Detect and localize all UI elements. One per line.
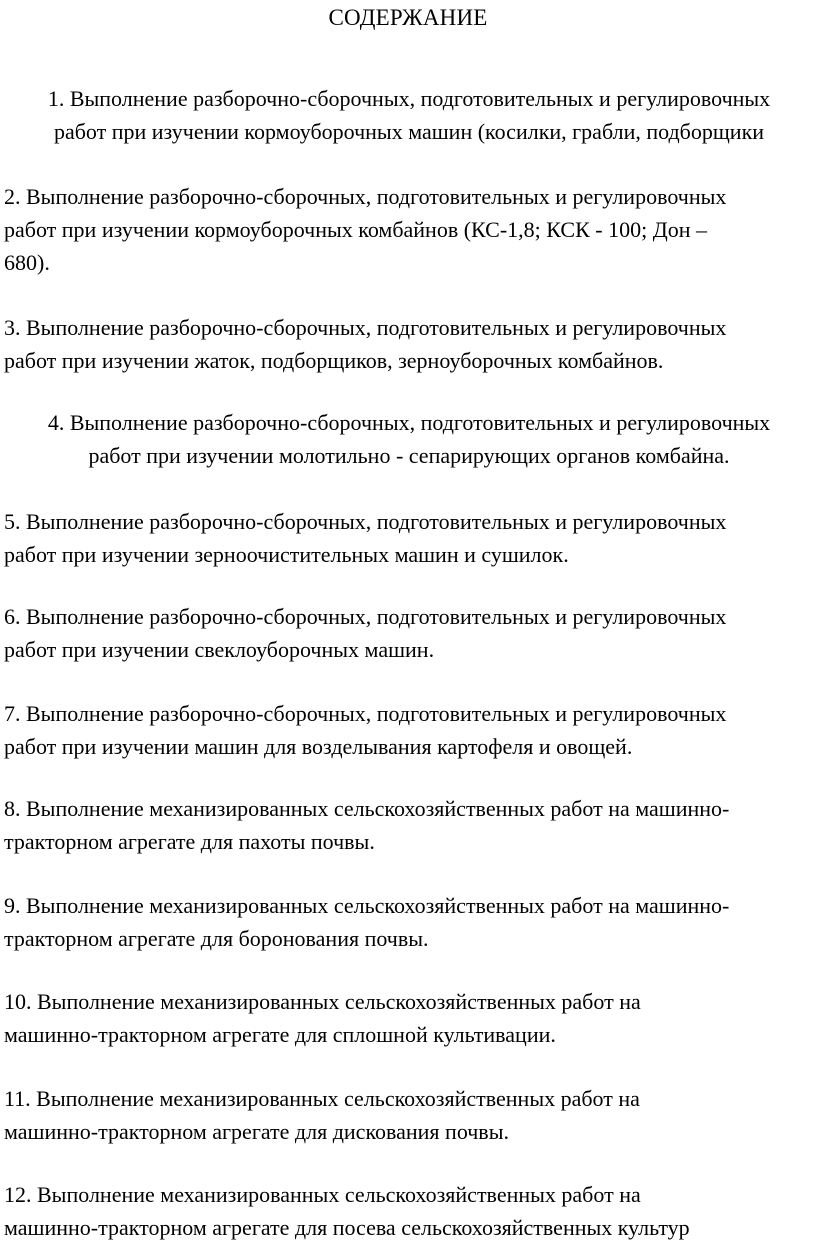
toc-item-1: [4, 82, 814, 148]
toc-item-11: [4, 1082, 814, 1148]
toc-item-line: 5. Выполнение разборочно-сборочных, подготовительных и регулировочных: [4, 509, 727, 534]
toc-item-line: 8. Выполнение механизированных сельскохозяйственных работ на машинно-: [4, 796, 730, 821]
toc-item-line: 9. Выполнение механизированных сельскохозяйственных работ на машинно-: [4, 893, 730, 918]
toc-item-line: тракторном агрегате для пахоты почвы.: [4, 829, 375, 854]
toc-item-line: тракторном агрегате для боронования почвы.: [4, 926, 429, 951]
toc-item-line: работ при изучении молотильно - сепарирующих органов комбайна.: [88, 443, 730, 468]
toc-item-5: [4, 505, 814, 571]
toc-item-7: [4, 697, 814, 763]
toc-item-line: машинно-тракторном агрегате для дискования почвы.: [4, 1119, 509, 1144]
toc-item-line: машинно-тракторном агрегате для сплошной культивации.: [4, 1022, 556, 1047]
toc-item-line: 10. Выполнение механизированных сельскохозяйственных работ на: [4, 989, 641, 1014]
toc-item-line: 4. Выполнение разборочно-сборочных, подготовительных и регулировочных: [47, 410, 771, 435]
toc-item-6: [4, 600, 814, 666]
page-title: СОДЕРЖАНИЕ: [328, 5, 488, 30]
toc-item-line: работ при изучении зерноочистительных машин и сушилок.: [4, 542, 569, 567]
toc-item-10: [4, 985, 814, 1051]
toc-item-line: 12. Выполнение механизированных сельскохозяйственных работ на: [4, 1182, 641, 1207]
toc-item-line: работ при изучении кормоуборочных комбайнов (КС-1,8; КСК - 100; Дон –: [4, 217, 707, 242]
toc-item-4: [4, 406, 814, 472]
toc-item-line: 3. Выполнение разборочно-сборочных, подготовительных и регулировочных: [4, 315, 727, 340]
toc-item-line: работ при изучении машин для возделывания картофеля и овощей.: [4, 734, 633, 759]
toc-item-line: 1. Выполнение разборочно-сборочных, подготовительных и регулировочных: [47, 86, 771, 111]
toc-item-line: работ при изучении кормоуборочных машин (косилки, грабли, подборщики: [53, 119, 765, 144]
toc-item-line: 11. Выполнение механизированных сельскохозяйственных работ на: [4, 1086, 640, 1111]
toc-item-8: [4, 792, 814, 858]
toc-item-2: [4, 180, 814, 279]
toc-item-9: [4, 889, 814, 955]
toc-item-3: [4, 311, 814, 377]
toc-item-line: машинно-тракторном агрегате для посева сельскохозяйственных культур: [4, 1215, 690, 1240]
toc-item-line: 6. Выполнение разборочно-сборочных, подготовительных и регулировочных: [4, 604, 727, 629]
toc-item-line: работ при изучении жаток, подборщиков, зерноуборочных комбайнов.: [4, 348, 664, 373]
toc-item-12: [4, 1178, 814, 1244]
toc-item-line: 7. Выполнение разборочно-сборочных, подготовительных и регулировочных: [4, 701, 727, 726]
toc-item-line: 2. Выполнение разборочно-сборочных, подготовительных и регулировочных: [4, 184, 727, 209]
toc-item-line: работ при изучении свеклоуборочных машин.: [4, 637, 435, 662]
toc-item-line: 680).: [4, 250, 50, 275]
